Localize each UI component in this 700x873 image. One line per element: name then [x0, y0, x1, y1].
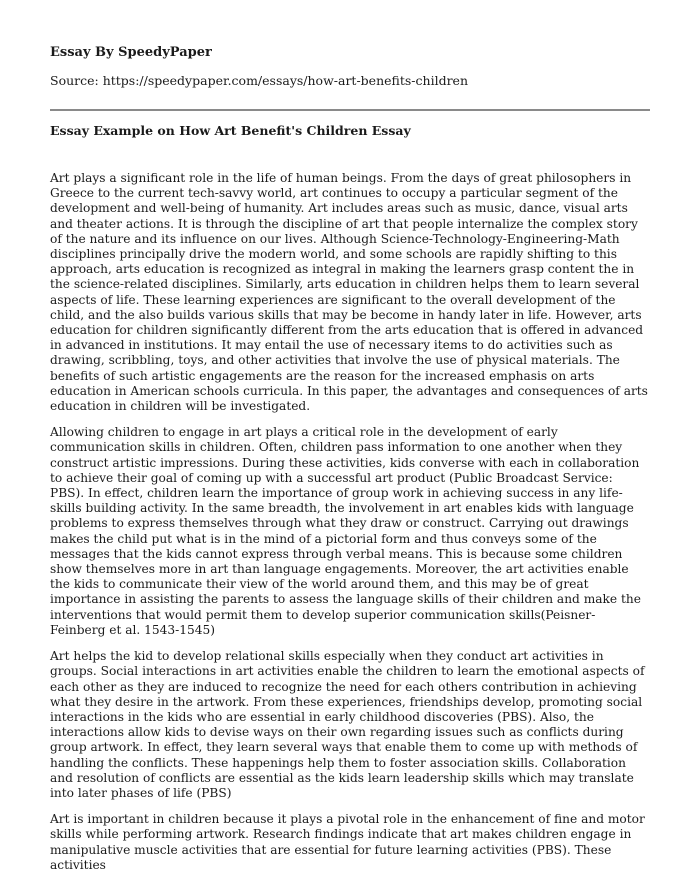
document-header-title: Essay By SpeedyPaper [50, 45, 212, 60]
essay-body [50, 171, 650, 873]
essay-paragraph: Allowing children to engage in art plays a critical role in the development of early communication skills in children. Often, children pass information to one another when they construct artistic impressions. During these activities, kids converse with each in collaboration to achieve their goal of coming up with a successful art product (Public Broadcast Service: PBS). In effect, children learn the importance of group work in achieving success in any life-skills building activity. In the same breadth, the involvement in art enables kids with language problems to express themselves through what they draw or construct. Carrying out drawings makes the child put what is in the mind of a pictorial form and thus conveys some of the messages that the kids cannot express through verbal means. This is because some children show themselves more in art than language engagements. Moreover, the art activities enable the kids to communicate their view of the world around them, and this may be of great importance in assisting the parents to assess the language skills of their children and make the interventions that would permit them to develop superior communication skills(Peisner-Feinberg et al. 1543-1545) [50, 425, 641, 637]
document-source: Source: https://speedypaper.com/essays/how-art-benefits-children [50, 73, 468, 88]
essay-paragraph: Art is important in children because it plays a pivotal role in the enhancement of fine and motor skills while performing artwork. Research findings indicate that art makes children engage in manipulative muscle activities that are essential for future learning activities (PBS). These activities [50, 812, 645, 872]
essay-paragraph: Art helps the kid to develop relational skills especially when they conduct art activities in groups. Social interactions in art activities enable the children to learn the emotional aspects of each other as they are induced to recognize the need for each others contribution in achieving what they desire in the artwork. From these experiences, friendships develop, promoting social interactions in the kids who are essential in early childhood discoveries (PBS). Also, the interactions allow kids to devise ways on their own regarding issues such as conflicts during group artwork. In effect, they learn several ways that enable them to come up with methods of handling the conflicts. These happenings help them to foster association skills. Collaboration and resolution of conflicts are essential as the kids learn leadership skills which may translate into later phases of life (PBS) [50, 649, 645, 800]
essay-paragraph: Art plays a significant role in the life of human beings. From the days of great philosophers in Greece to the current tech-savvy world, art continues to occupy a particular segment of the development and well-being of humanity. Art includes areas such as music, dance, visual arts and theater actions. It is through the discipline of art that people internalize the complex story of the nature and its influence on our lives. Although Science-Technology-Engineering-Math disciplines principally drive the modern world, and some schools are rapidly shifting to this approach, arts education is recognized as integral in making the learners grasp content the in the science-related disciplines. Similarly, arts education in children helps them to learn several aspects of life. These learning experiences are significant to the overall development of the child, and the also builds various skills that may be become in handy later in life. However, arts education for children significantly different from the arts education that is offered in advanced in advanced in institutions. It may entail the use of necessary items to do activities such as drawing, scribbling, toys, and other activities that involve the use of physical materials. The benefits of such artistic engagements are the reason for the increased emphasis on arts education in American schools curricula. In this paper, the advantages and consequences of arts education in children will be investigated. [50, 171, 648, 414]
header-divider [50, 109, 650, 111]
essay-title: Essay Example on How Art Benefit's Children Essay [50, 123, 411, 138]
